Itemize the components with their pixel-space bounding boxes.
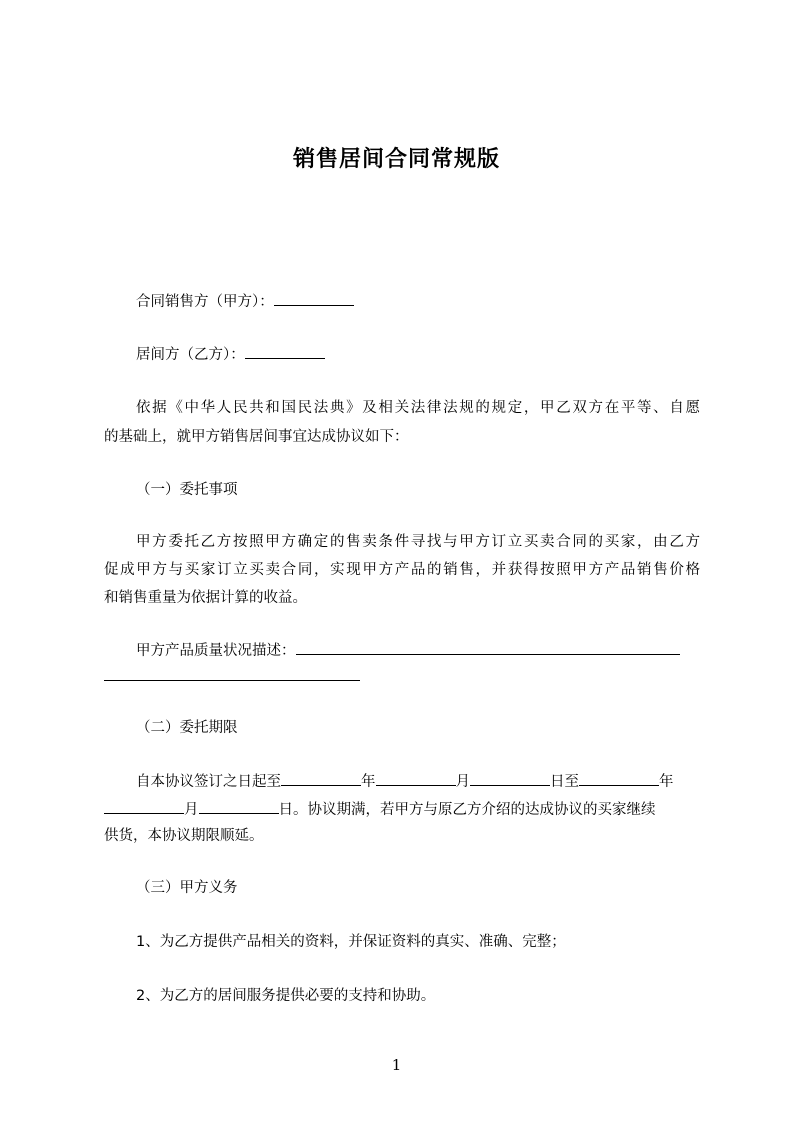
end-year-label: 年 [659, 774, 674, 790]
broker-blank [245, 344, 325, 359]
end-year-blank [579, 771, 659, 786]
section2-line-1 [136, 771, 700, 792]
section1-line-3: 和销售重量为依据计算的收益。 [104, 590, 307, 606]
obligation-item-2: 2、为乙方的居间服务提供必要的支持和协助。 [136, 988, 436, 1004]
quality-line [136, 640, 700, 661]
intro-line-2: 的基础上，就甲方销售居间事宜达成协议如下： [104, 429, 409, 445]
intro-line-1: 依据《中华人民共和国民法典》及相关法律法规的规定，甲乙双方在平等、自愿 [136, 400, 700, 416]
day-end-text: 日。协议期满，若甲方与原乙方介绍的达成协议的买家继续 [278, 802, 656, 818]
section2-heading: （二）委托期限 [136, 720, 238, 736]
seller-line [136, 291, 700, 312]
page-number: 1 [391, 1056, 402, 1074]
quality-label: 甲方产品质量状况描述： [136, 643, 296, 659]
broker-label: 居间方（乙方）： [136, 347, 245, 363]
section1-heading: （一）委托事项 [136, 482, 238, 498]
end-month-label: 月 [184, 802, 199, 818]
end-month-blank [104, 799, 184, 814]
day-to-label: 日至 [550, 774, 579, 790]
section1-line-2: 促成甲方与买家订立买卖合同，实现甲方产品的销售，并获得按照甲方产品销售价格 [104, 562, 700, 578]
section3-heading: （三）甲方义务 [136, 880, 238, 896]
document-title: 销售居间合同常规版 [292, 147, 500, 172]
start-month-blank [376, 771, 456, 786]
broker-line [136, 344, 700, 365]
section2-line-3: 供货，本协议期限顺延。 [104, 828, 264, 844]
term-start-label: 自本协议签订之日起至 [136, 774, 281, 790]
quality-line-2 [104, 666, 700, 687]
obligation-item-1: 1、为乙方提供产品相关的资料，并保证资料的真实、准确、完整； [136, 934, 566, 950]
seller-label: 合同销售方（甲方）： [136, 294, 274, 310]
quality-blank-2 [104, 666, 360, 681]
start-month-label: 月 [455, 774, 470, 790]
start-day-blank [470, 771, 550, 786]
start-year-blank [281, 771, 361, 786]
section2-line-2 [104, 799, 700, 820]
end-day-blank [199, 799, 279, 814]
seller-blank [274, 291, 354, 306]
section1-line-1: 甲方委托乙方按照甲方确定的售卖条件寻找与甲方订立买卖合同的买家，由乙方 [136, 534, 700, 550]
start-year-label: 年 [361, 774, 376, 790]
quality-blank-1 [296, 640, 680, 655]
